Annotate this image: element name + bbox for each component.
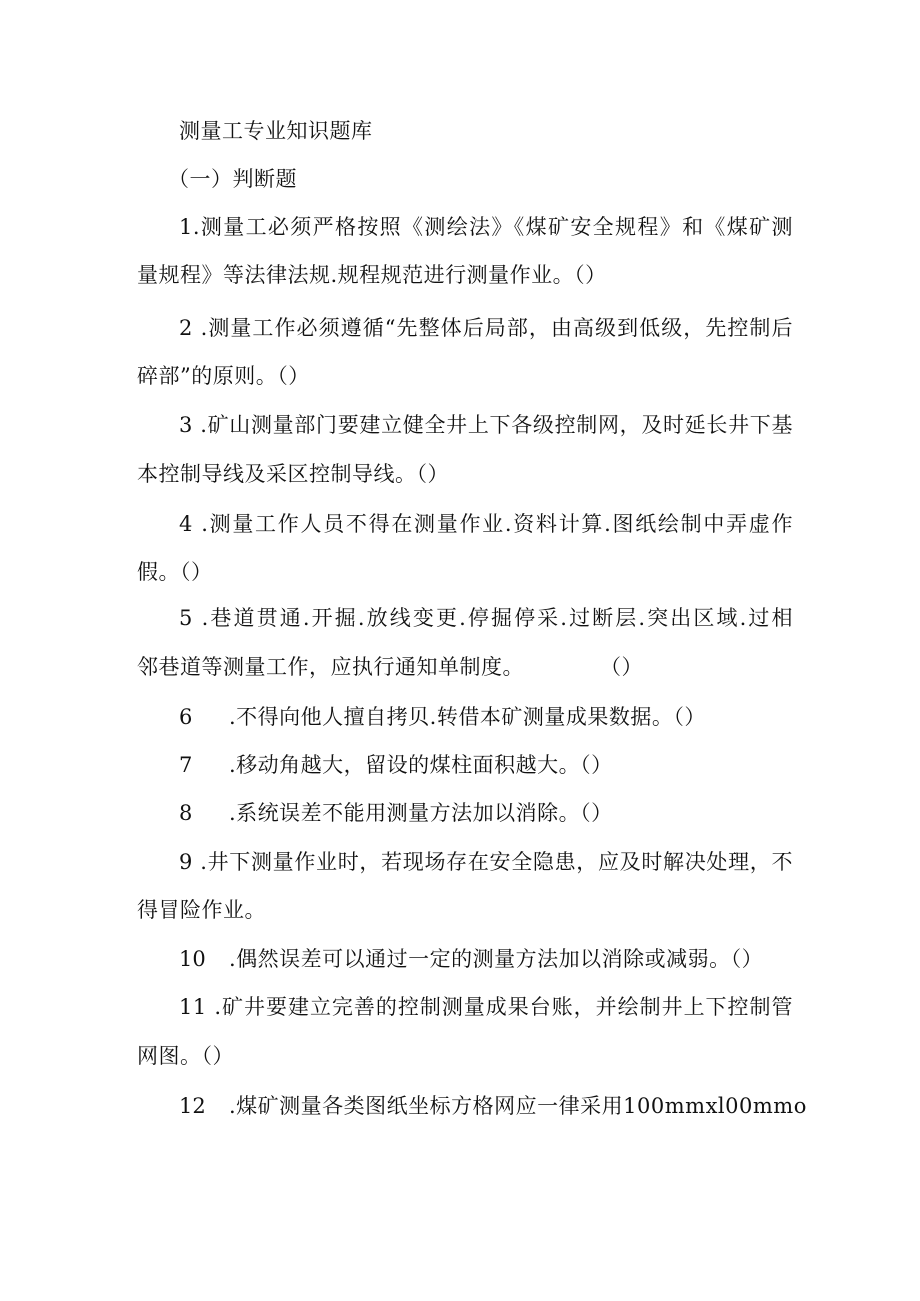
question-3-line-2: 本控制导线及采区控制导线。（） (137, 462, 449, 486)
question-7-number: 7 (179, 753, 193, 777)
question-4-line-1: 4 .测量工作人员不得在测量作业.资料计算.图纸绘制中弄虚作 (179, 512, 793, 536)
question-6-number: 6 (179, 705, 193, 729)
question-10-number: 10 (179, 947, 206, 971)
question-1-line-1: 1.测量工必须严格按照《测绘法》《煤矿安全规程》和《煤矿测 (179, 215, 793, 239)
page-title: 测量工专业知识题库 (179, 119, 373, 143)
question-2-line-1: 2 .测量工作必须遵循“先整体后局部，由高级到低级，先控制后 (179, 316, 793, 340)
question-3-line-1: 3 .矿山测量部门要建立健全井上下各级控制网，及时延长井下基 (179, 413, 793, 437)
question-1-line-2: 量规程》等法律法规.规程规范进行测量作业。（） (137, 263, 607, 287)
question-9-line-1: 9 .井下测量作业时，若现场存在安全隐患，应及时解决处理，不 (179, 850, 793, 874)
question-2-line-2: 碎部”的原则。（） (137, 364, 310, 388)
question-5-line-1: 5 .巷道贯通.开掘.放线变更.停掘停采.过断层.突出区域.过相 (179, 606, 793, 630)
section-heading: （一）判断题 (168, 167, 297, 191)
question-11-line-1: 11 .矿井要建立完善的控制测量成果台账，并绘制井上下控制管 (179, 995, 793, 1019)
question-9-line-2: 得冒险作业。 (137, 898, 266, 922)
question-4-line-2: 假。（） (137, 560, 213, 584)
question-6-text: .不得向他人擅自拷贝.转借本矿测量成果数据。（） (229, 705, 706, 729)
question-10-text: .偶然误差可以通过一定的测量方法加以消除或减弱。（） (229, 947, 764, 971)
question-7-text: .移动角越大，留设的煤柱面积越大。（） (229, 753, 613, 777)
question-11-line-2: 网图。（） (137, 1044, 234, 1068)
question-8-number: 8 (179, 801, 193, 825)
question-12-number: 12 (179, 1094, 206, 1118)
question-5-line-2: 邻巷道等测量工作，应执行通知单制度。 (137, 655, 524, 679)
question-5-answer-mark: （） (600, 655, 643, 679)
question-12-text: .煤矿测量各类图纸坐标方格网应一律采用100mmxl00mmo (229, 1094, 807, 1118)
question-8-text: .系统误差不能用测量方法加以消除。（） (229, 801, 613, 825)
